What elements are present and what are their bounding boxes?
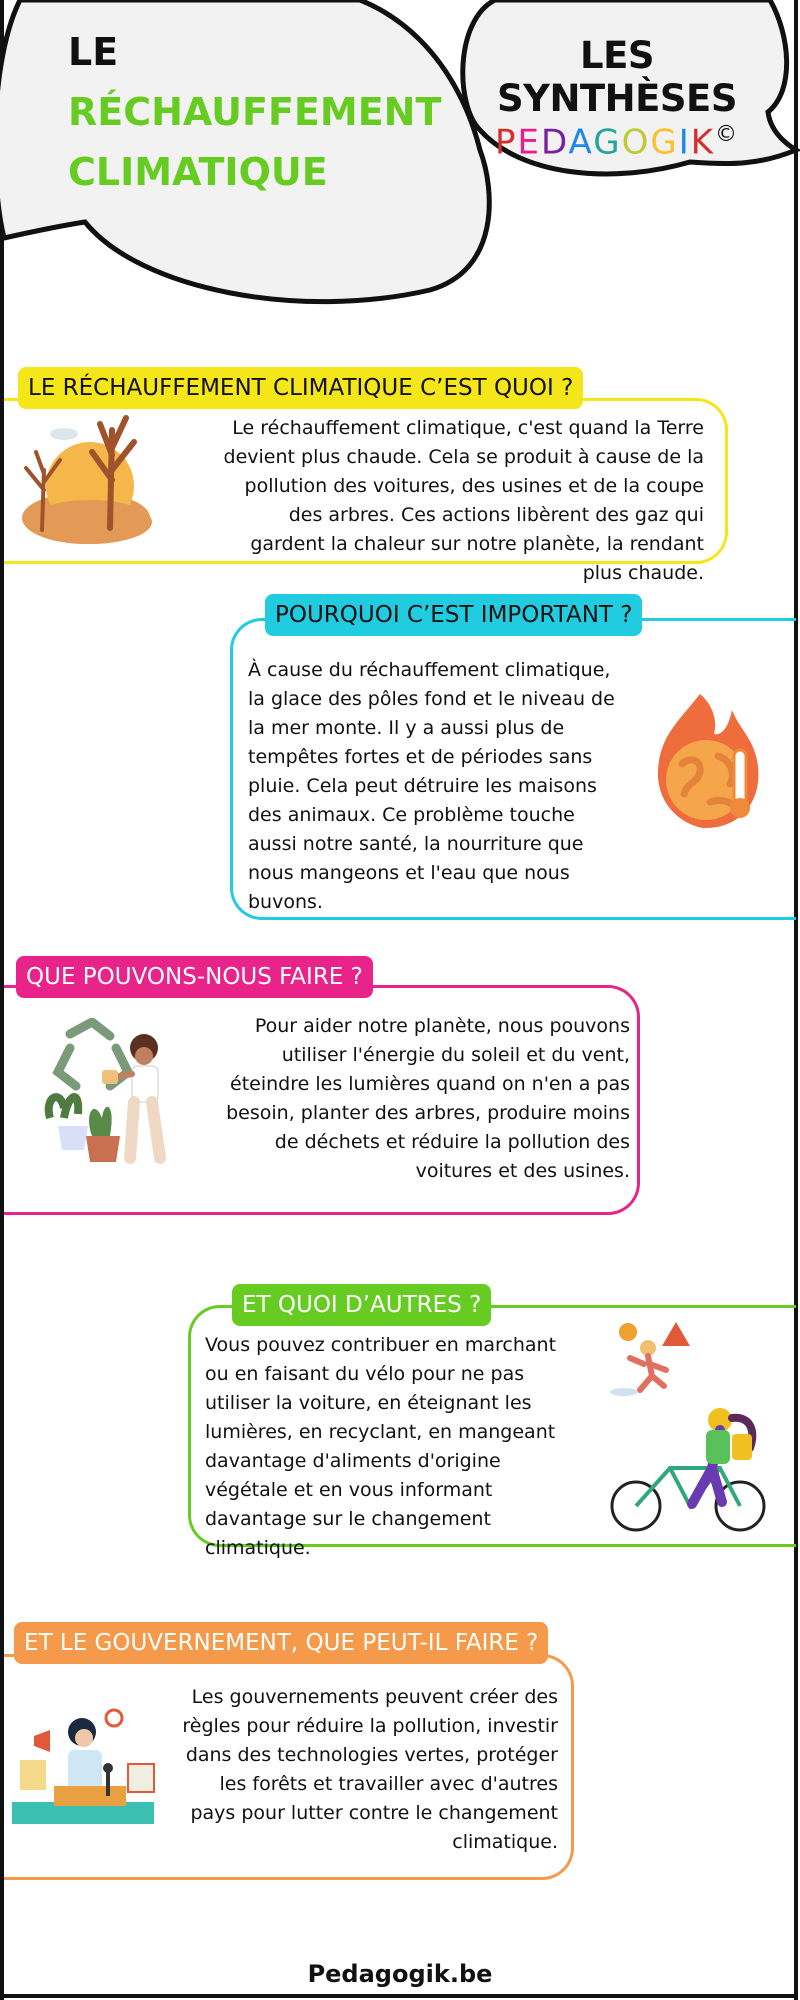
title-line-3: CLIMATIQUE bbox=[68, 150, 328, 194]
section-label-4: ET QUOI D’AUTRES ? bbox=[232, 1284, 491, 1326]
brand-letter: G bbox=[593, 122, 622, 163]
brand-letter: K bbox=[690, 122, 716, 163]
section-label-1: LE RÉCHAUFFEMENT CLIMATIQUE C’EST QUOI ? bbox=[18, 367, 583, 409]
brand-letter: D bbox=[540, 122, 569, 163]
brand-letter: © bbox=[715, 122, 740, 147]
brand-pedagogik-logo bbox=[462, 122, 772, 162]
section-label-5: ET LE GOUVERNEMENT, QUE PEUT-IL FAIRE ? bbox=[14, 1622, 548, 1664]
brand-block bbox=[462, 34, 772, 162]
page-title bbox=[68, 22, 441, 202]
section-text-3: Pour aider notre planète, nous pouvons utiliser l'énergie du soleil et du vent, éteindre les lumières quand on n'en a pas besoin, planter des arbres, produire moins de déchets et réduire la pollution des voitures et des usines. bbox=[226, 1015, 630, 1182]
burning-earth-thermometer-icon bbox=[640, 690, 770, 830]
brand-letter: E bbox=[517, 122, 541, 163]
brand-letter: G bbox=[650, 122, 679, 163]
title-line-1: LE bbox=[68, 30, 119, 74]
section-text-5: Les gouvernements peuvent créer des règles pour réduire la pollution, investir dans des technologies vertes, protéger les forêts et travailler avec d'autres pays pour lutter contre le changement climatique. bbox=[182, 1686, 558, 1853]
brand-line-1: LES SYNTHÈSES bbox=[497, 34, 737, 120]
brand-letter: P bbox=[494, 122, 518, 163]
footer-site-name: Pedagogik.be bbox=[307, 1960, 493, 1988]
title-line-2: RÉCHAUFFEMENT bbox=[68, 90, 442, 134]
recycling-plants-girl-icon bbox=[40, 1018, 190, 1168]
brand-letter: I bbox=[678, 122, 691, 163]
dry-trees-sun-icon bbox=[14, 410, 164, 550]
government-speaker-icon bbox=[12, 1706, 162, 1826]
section-label-2: POURQUOI C’EST IMPORTANT ? bbox=[265, 594, 642, 636]
brand-letter: O bbox=[621, 122, 651, 163]
section-label-3: QUE POUVONS-NOUS FAIRE ? bbox=[16, 956, 373, 998]
runner-and-cyclist-icon bbox=[600, 1318, 790, 1538]
section-text-4: Vous pouvez contribuer en marchant ou en faisant du vélo pour ne pas utiliser la voiture, en éteignant les lumières, en recyclant, en mangeant davantage d'aliments d'origine végétale et en vous informant davantage sur le changement climatique. bbox=[205, 1334, 557, 1559]
section-text-2: À cause du réchauffement climatique, la glace des pôles fond et le niveau de la mer monte. Il y a aussi plus de tempêtes fortes et de périodes sans pluie. Cela peut détruire les maisons des animaux. Ce problème touche aussi notre santé, la nourriture que nous mangeons et l'eau que nous buvons. bbox=[248, 659, 615, 913]
brand-letter: A bbox=[568, 122, 594, 163]
frame-bottom-border bbox=[0, 1994, 798, 1998]
section-text-1: Le réchauffement climatique, c'est quand la Terre devient plus chaude. Cela se produit à cause de la pollution des voitures, des usines et de la coupe des arbres. Ces actions libèrent des gaz qui gardent la chaleur sur notre planète, la rendant plus chaude. bbox=[223, 417, 704, 584]
